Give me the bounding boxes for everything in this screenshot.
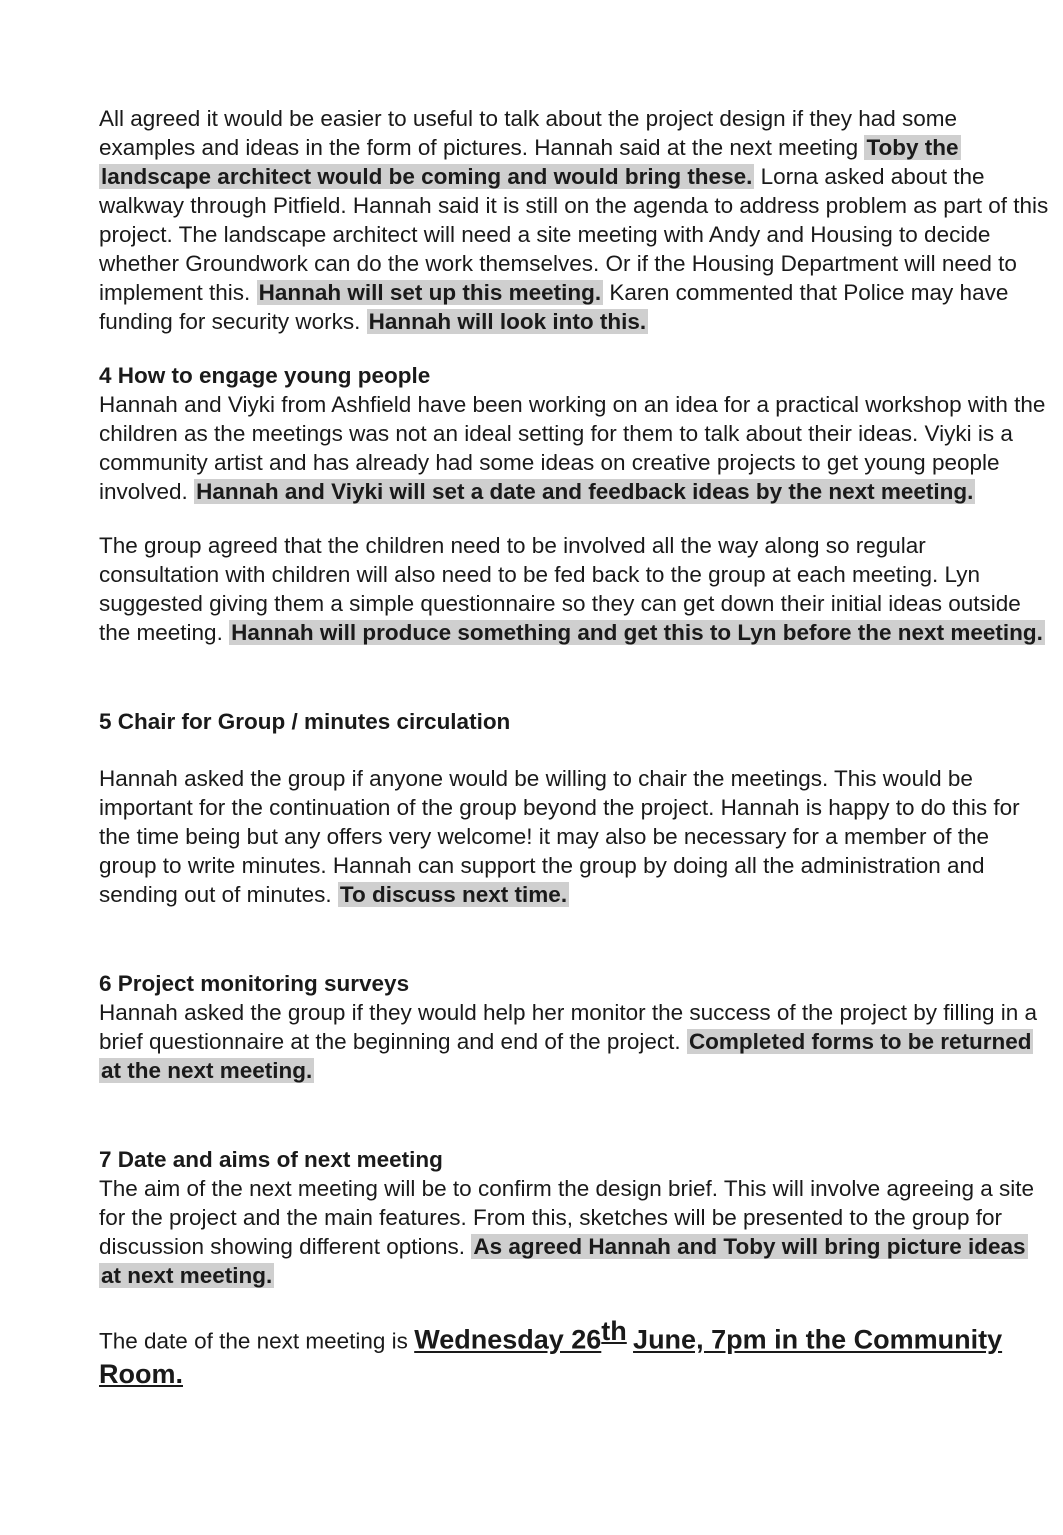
section-7-text-1: The aim of the next meeting will be to confirm the design brief. This will involve agreeing a site for the project and the main features. From this, sketches will be presented to the group for discussion showing different options. xyxy=(99,1176,1035,1259)
section-6-paragraph xyxy=(99,998,1049,1085)
section-4-action-2: Hannah will produce something and get this to Lyn before the next meeting. xyxy=(231,620,1043,645)
section-4-paragraph-1 xyxy=(99,390,1049,506)
section-5-action-1: To discuss next time. xyxy=(339,882,568,907)
intro-action-2: Hannah will set up this meeting. xyxy=(258,280,602,305)
section-5-heading: 5 Chair for Group / minutes circulation xyxy=(99,709,511,734)
section-6-action-1: Completed forms to be returned at the next meeting. xyxy=(101,1029,1032,1083)
section-7-paragraph xyxy=(99,1174,1049,1290)
section-6-heading: 6 Project monitoring surveys xyxy=(99,971,410,996)
intro-text-3: Karen commented that Police may have funding for security works. xyxy=(99,280,1009,334)
intro-action-3: Hannah will look into this. xyxy=(368,309,647,334)
section-7-action-1: As agreed Hannah and Toby will bring picture ideas at next meeting. xyxy=(101,1234,1026,1288)
intro-text-1: All agreed it would be easier to useful to talk about the project design if they had some examples and ideas in the form of pictures. Hannah said at the next meeting xyxy=(99,106,958,160)
next-meeting-prefix: The date of the next meeting is xyxy=(99,1328,408,1354)
intro-paragraph xyxy=(99,104,1049,336)
intro-action-1: Toby the landscape architect would be coming and would bring these. xyxy=(101,135,959,189)
section-4-paragraph-2 xyxy=(99,531,1049,647)
section-4-text-1: Hannah and Viyki from Ashfield have been working on an idea for a practical workshop with the children as the meetings was not an ideal setting for them to talk about their ideas. Viyki is a community artist and has already had some ideas on creative projects to get young people involved. xyxy=(99,392,1046,504)
section-7-heading: 7 Date and aims of next meeting xyxy=(99,1147,443,1172)
intro-text-2: Lorna asked about the walkway through Pitfield. Hannah said it is still on the agenda to address problem as part of this project. The landscape architect will need a site meeting with Andy and Housing to decide whether Groundwork can do the work themselves. Or if the Housing Department will need to implement this. xyxy=(99,164,1049,305)
section-6-text-1: Hannah asked the group if they would help her monitor the success of the project by filling in a brief questionnaire at the beginning and end of the project. xyxy=(99,1000,1038,1054)
next-meeting-day: Wednesday 26 xyxy=(414,1324,602,1355)
section-5-paragraph xyxy=(99,764,1049,909)
section-4-text-2: The group agreed that the children need to be involved all the way along so regular consultation with children will also need to be fed back to the group at each meeting. Lyn suggested giving them a simple questionnaire so they can get down their initial ideas outside the meeting. xyxy=(99,533,1021,645)
section-5-text-1: Hannah asked the group if anyone would be willing to chair the meetings. This would be important for the continuation of the group beyond the project. Hannah is happy to do this for the time being but any offers very welcome! it may also be necessary for a member of the group to write minutes. Hannah can support the group by doing all the administration and sending out of minutes. xyxy=(99,766,1020,907)
next-meeting-day-suffix: th xyxy=(601,1316,627,1346)
next-meeting-line xyxy=(99,1315,1049,1392)
next-meeting-time-place: June, 7pm in the Community Room. xyxy=(99,1324,1003,1389)
section-4-heading: 4 How to engage young people xyxy=(99,363,431,388)
section-4-action-1: Hannah and Viyki will set a date and feedback ideas by the next meeting. xyxy=(196,479,974,504)
